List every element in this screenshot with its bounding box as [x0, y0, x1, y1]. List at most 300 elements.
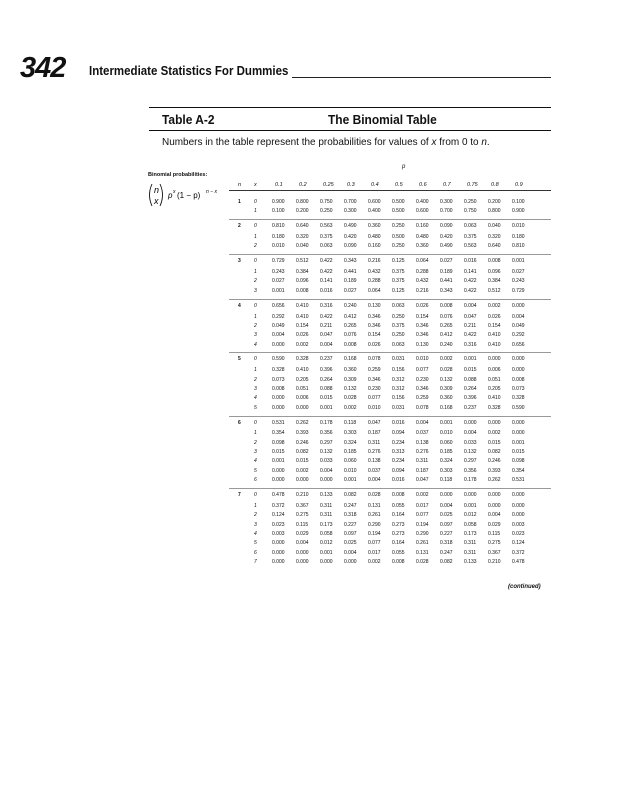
n-value: 3 — [238, 258, 241, 265]
group-divider — [229, 352, 551, 353]
probability-cell: 0.132 — [464, 449, 477, 456]
probability-cell: 0.006 — [296, 395, 309, 402]
col-header-p: 0.6 — [419, 182, 427, 188]
probability-cell: 0.354 — [512, 467, 525, 474]
probability-cell: 0.800 — [296, 199, 309, 205]
probability-cell: 0.088 — [320, 385, 333, 392]
probability-cell: 0.480 — [368, 234, 381, 241]
probability-cell: 0.237 — [464, 404, 477, 411]
probability-cell: 0.000 — [464, 491, 477, 498]
probability-cell: 0.001 — [272, 458, 285, 465]
probability-cell: 0.250 — [320, 208, 333, 215]
caption-text-3: . — [486, 136, 490, 148]
probability-cell: 0.265 — [344, 322, 357, 329]
probability-cell: 0.563 — [464, 243, 477, 250]
probability-cell: 0.360 — [344, 367, 357, 374]
probability-cell: 0.396 — [464, 395, 477, 402]
probability-cell: 0.187 — [416, 467, 429, 474]
binomial-probabilities-label: Binomial probabilities: — [148, 172, 208, 178]
probability-cell: 0.015 — [512, 449, 525, 456]
probability-cell: 0.077 — [416, 512, 429, 519]
probability-cell: 0.131 — [416, 549, 429, 556]
probability-cell: 0.563 — [320, 223, 333, 230]
probability-cell: 0.290 — [368, 521, 381, 528]
n-value: 7 — [238, 491, 241, 498]
probability-cell: 0.324 — [440, 458, 453, 465]
probability-cell: 0.312 — [392, 376, 405, 383]
probability-cell: 0.240 — [440, 341, 453, 348]
probability-cell: 0.004 — [344, 549, 357, 556]
probability-cell: 0.275 — [296, 512, 309, 519]
probability-cell: 0.311 — [368, 439, 381, 446]
probability-cell: 0.002 — [416, 491, 429, 498]
probability-cell: 0.004 — [320, 467, 333, 474]
x-value: 1 — [254, 367, 257, 374]
probability-cell: 0.328 — [272, 367, 285, 374]
probability-cell: 0.125 — [392, 258, 405, 265]
x-value: 3 — [254, 521, 257, 528]
x-value: 3 — [254, 287, 257, 294]
probability-cell: 0.900 — [512, 208, 525, 215]
probability-cell: 0.262 — [296, 419, 309, 426]
probability-cell: 0.490 — [344, 223, 357, 230]
probability-cell: 0.259 — [368, 367, 381, 374]
probability-cell: 0.073 — [272, 376, 285, 383]
probability-cell: 0.001 — [464, 502, 477, 509]
probability-cell: 0.243 — [512, 278, 525, 285]
x-value: 4 — [254, 458, 257, 465]
probability-cell: 0.250 — [392, 332, 405, 339]
probability-cell: 0.076 — [344, 332, 357, 339]
probability-cell: 0.154 — [296, 322, 309, 329]
probability-cell: 0.346 — [368, 322, 381, 329]
probability-cell: 0.500 — [392, 199, 405, 205]
probability-cell: 0.700 — [344, 199, 357, 205]
probability-cell: 0.000 — [488, 502, 501, 509]
probability-cell: 0.441 — [440, 278, 453, 285]
probability-cell: 0.004 — [464, 302, 477, 309]
probability-cell: 0.031 — [392, 356, 405, 363]
probability-cell: 0.512 — [488, 287, 501, 294]
probability-cell: 0.047 — [368, 419, 381, 426]
probability-cell: 0.328 — [512, 395, 525, 402]
probability-cell: 0.004 — [272, 332, 285, 339]
table-title: The Binomial Table — [328, 112, 437, 127]
group-divider — [229, 416, 551, 417]
probability-cell: 0.063 — [392, 302, 405, 309]
probability-cell: 0.073 — [512, 385, 525, 392]
probability-cell: 0.026 — [296, 332, 309, 339]
probability-cell: 0.118 — [440, 477, 453, 484]
probability-cell: 0.010 — [512, 223, 525, 230]
probability-cell: 0.000 — [320, 477, 333, 484]
probability-cell: 0.275 — [488, 540, 501, 547]
probability-cell: 0.656 — [512, 341, 525, 348]
probability-cell: 0.432 — [368, 269, 381, 276]
probability-cell: 0.004 — [416, 419, 429, 426]
probability-cell: 0.318 — [344, 512, 357, 519]
probability-cell: 0.441 — [344, 269, 357, 276]
probability-cell: 0.000 — [512, 302, 525, 309]
probability-cell: 0.141 — [320, 278, 333, 285]
probability-cell: 0.051 — [488, 376, 501, 383]
probability-cell: 0.211 — [464, 322, 477, 329]
probability-cell: 0.100 — [512, 199, 525, 205]
probability-cell: 0.393 — [488, 467, 501, 474]
probability-cell: 0.422 — [464, 287, 477, 294]
probability-cell: 0.015 — [272, 449, 285, 456]
probability-cell: 0.422 — [320, 313, 333, 320]
formula-x: x — [154, 196, 159, 206]
x-value: 0 — [254, 302, 257, 309]
probability-cell: 0.189 — [344, 278, 357, 285]
probability-cell: 0.178 — [320, 419, 333, 426]
probability-cell: 0.047 — [320, 332, 333, 339]
n-value: 4 — [238, 302, 241, 309]
probability-cell: 0.133 — [320, 491, 333, 498]
probability-cell: 0.500 — [392, 234, 405, 241]
x-value: 1 — [254, 430, 257, 437]
probability-cell: 0.003 — [512, 521, 525, 528]
page-number: 342 — [20, 52, 66, 84]
probability-cell: 0.002 — [440, 356, 453, 363]
probability-cell: 0.276 — [368, 449, 381, 456]
table-label: Table A-2 — [162, 112, 215, 127]
probability-cell: 0.354 — [272, 430, 285, 437]
probability-cell: 0.230 — [368, 385, 381, 392]
probability-cell: 0.900 — [272, 199, 285, 205]
probability-cell: 0.288 — [416, 269, 429, 276]
probability-cell: 0.154 — [416, 313, 429, 320]
probability-cell: 0.300 — [440, 199, 453, 205]
probability-cell: 0.372 — [272, 502, 285, 509]
probability-cell: 0.185 — [440, 449, 453, 456]
probability-cell: 0.064 — [368, 287, 381, 294]
probability-cell: 0.246 — [488, 458, 501, 465]
n-value: 6 — [238, 419, 241, 426]
probability-cell: 0.026 — [368, 341, 381, 348]
probability-cell: 0.001 — [440, 419, 453, 426]
probability-cell: 0.008 — [272, 385, 285, 392]
caption-text-1: Numbers in the table represent the probabilities for values of — [162, 136, 432, 148]
probability-cell: 0.262 — [488, 477, 501, 484]
probability-cell: 0.028 — [416, 558, 429, 565]
x-value: 1 — [254, 269, 257, 276]
probability-cell: 0.000 — [272, 549, 285, 556]
probability-cell: 0.211 — [320, 322, 333, 329]
probability-cell: 0.300 — [344, 208, 357, 215]
probability-cell: 0.097 — [440, 521, 453, 528]
probability-cell: 0.168 — [344, 356, 357, 363]
probability-cell: 0.316 — [464, 341, 477, 348]
probability-cell: 0.410 — [296, 367, 309, 374]
n-value: 5 — [238, 356, 241, 363]
x-value: 1 — [254, 502, 257, 509]
probability-cell: 0.292 — [272, 313, 285, 320]
probability-cell: 0.004 — [488, 512, 501, 519]
group-divider — [229, 219, 551, 220]
probability-cell: 0.154 — [488, 322, 501, 329]
x-value: 4 — [254, 395, 257, 402]
formula-p: p — [168, 191, 173, 200]
probability-cell: 0.180 — [512, 234, 525, 241]
probability-cell: 0.047 — [416, 477, 429, 484]
probability-cell: 0.164 — [392, 512, 405, 519]
probability-cell: 0.810 — [272, 223, 285, 230]
probability-cell: 0.531 — [512, 477, 525, 484]
probability-cell: 0.156 — [392, 395, 405, 402]
probability-cell: 0.115 — [296, 521, 309, 528]
col-header-p: 0.25 — [323, 182, 334, 188]
probability-cell: 0.375 — [392, 322, 405, 329]
probability-cell: 0.055 — [392, 502, 405, 509]
probability-cell: 0.010 — [368, 404, 381, 411]
probability-cell: 0.012 — [320, 540, 333, 547]
continued-note: (continued) — [508, 584, 541, 590]
probability-cell: 0.210 — [488, 558, 501, 565]
probability-cell: 0.078 — [368, 356, 381, 363]
probability-cell: 0.001 — [320, 404, 333, 411]
probability-cell: 0.259 — [416, 395, 429, 402]
probability-cell: 0.247 — [344, 502, 357, 509]
probability-cell: 0.273 — [392, 530, 405, 537]
probability-cell: 0.060 — [440, 439, 453, 446]
probability-cell: 0.265 — [440, 322, 453, 329]
probability-cell: 0.000 — [488, 356, 501, 363]
probability-cell: 0.001 — [512, 439, 525, 446]
probability-cell: 0.076 — [440, 313, 453, 320]
probability-cell: 0.261 — [368, 512, 381, 519]
probability-cell: 0.141 — [464, 269, 477, 276]
probability-cell: 0.264 — [464, 385, 477, 392]
probability-cell: 0.311 — [464, 549, 477, 556]
probability-cell: 0.025 — [440, 512, 453, 519]
probability-cell: 0.189 — [440, 269, 453, 276]
probability-cell: 0.400 — [368, 208, 381, 215]
probability-cell: 0.600 — [416, 208, 429, 215]
x-value: 0 — [254, 223, 257, 230]
probability-cell: 0.006 — [488, 367, 501, 374]
probability-cell: 0.303 — [440, 467, 453, 474]
probability-cell: 0.000 — [512, 356, 525, 363]
x-value: 5 — [254, 404, 257, 411]
probability-cell: 0.656 — [272, 302, 285, 309]
probability-cell: 0.000 — [296, 477, 309, 484]
probability-cell: 0.187 — [368, 430, 381, 437]
caption-text-2: from 0 to — [436, 136, 482, 148]
probability-cell: 0.250 — [392, 313, 405, 320]
x-value: 2 — [254, 243, 257, 250]
probability-cell: 0.297 — [320, 439, 333, 446]
x-value: 1 — [254, 234, 257, 241]
probability-cell: 0.750 — [464, 208, 477, 215]
probability-cell: 0.027 — [512, 269, 525, 276]
probability-cell: 0.082 — [296, 449, 309, 456]
x-value: 2 — [254, 278, 257, 285]
probability-cell: 0.063 — [464, 223, 477, 230]
probability-cell: 0.004 — [440, 502, 453, 509]
probability-cell: 0.410 — [488, 341, 501, 348]
probability-cell: 0.205 — [488, 385, 501, 392]
probability-cell: 0.000 — [344, 558, 357, 565]
probability-cell: 0.303 — [344, 430, 357, 437]
probability-cell: 0.124 — [512, 540, 525, 547]
caption-var-n: n — [481, 136, 487, 148]
probability-cell: 0.133 — [464, 558, 477, 565]
probability-cell: 0.029 — [488, 521, 501, 528]
probability-cell: 0.026 — [416, 302, 429, 309]
probability-cell: 0.420 — [440, 234, 453, 241]
probability-cell: 0.500 — [392, 208, 405, 215]
probability-cell: 0.055 — [392, 549, 405, 556]
probability-cell: 0.016 — [320, 287, 333, 294]
probability-cell: 0.422 — [464, 278, 477, 285]
x-value: 5 — [254, 540, 257, 547]
probability-cell: 0.012 — [464, 512, 477, 519]
probability-cell: 0.490 — [440, 243, 453, 250]
probability-cell: 0.029 — [296, 530, 309, 537]
probability-cell: 0.000 — [296, 549, 309, 556]
probability-cell: 0.094 — [392, 467, 405, 474]
p-column-group-label: p — [402, 164, 406, 170]
probability-cell: 0.090 — [440, 223, 453, 230]
probability-cell: 0.478 — [272, 491, 285, 498]
probability-cell: 0.227 — [440, 530, 453, 537]
probability-cell: 0.082 — [344, 491, 357, 498]
probability-cell: 0.261 — [416, 540, 429, 547]
x-value: 3 — [254, 449, 257, 456]
probability-cell: 0.016 — [464, 258, 477, 265]
probability-cell: 0.010 — [440, 430, 453, 437]
probability-cell: 0.000 — [488, 491, 501, 498]
probability-cell: 0.082 — [440, 558, 453, 565]
x-value: 0 — [254, 199, 257, 205]
n-value: 2 — [238, 223, 241, 230]
probability-cell: 0.000 — [320, 558, 333, 565]
probability-cell: 0.590 — [512, 404, 525, 411]
probability-cell: 0.432 — [416, 278, 429, 285]
probability-cell: 0.312 — [392, 385, 405, 392]
probability-cell: 0.100 — [272, 208, 285, 215]
probability-cell: 0.273 — [392, 521, 405, 528]
probability-cell: 0.410 — [296, 302, 309, 309]
probability-cell: 0.216 — [368, 258, 381, 265]
probability-cell: 0.002 — [368, 558, 381, 565]
probability-cell: 0.246 — [296, 439, 309, 446]
x-value: 1 — [254, 208, 257, 215]
probability-cell: 0.090 — [344, 243, 357, 250]
probability-cell: 0.194 — [368, 530, 381, 537]
x-value: 3 — [254, 332, 257, 339]
x-value: 2 — [254, 322, 257, 329]
probability-cell: 0.234 — [392, 439, 405, 446]
probability-cell: 0.132 — [320, 449, 333, 456]
probability-cell: 0.216 — [416, 287, 429, 294]
probability-cell: 0.000 — [272, 558, 285, 565]
probability-cell: 0.037 — [416, 430, 429, 437]
probability-cell: 0.320 — [488, 234, 501, 241]
probability-cell: 0.420 — [344, 234, 357, 241]
col-header-p: 0.3 — [347, 182, 355, 188]
probability-cell: 0.250 — [392, 243, 405, 250]
probability-cell: 0.393 — [296, 430, 309, 437]
probability-cell: 0.240 — [344, 302, 357, 309]
probability-cell: 0.375 — [392, 278, 405, 285]
probability-cell: 0.010 — [272, 243, 285, 250]
probability-cell: 0.131 — [368, 502, 381, 509]
probability-cell: 0.047 — [464, 313, 477, 320]
caption-var-x: x — [431, 136, 437, 148]
probability-cell: 0.000 — [512, 502, 525, 509]
probability-cell: 0.346 — [416, 332, 429, 339]
probability-cell: 0.130 — [416, 341, 429, 348]
probability-cell: 0.077 — [416, 367, 429, 374]
probability-cell: 0.016 — [392, 477, 405, 484]
running-head: Intermediate Statistics For Dummies — [89, 64, 289, 78]
probability-cell: 0.000 — [272, 395, 285, 402]
probability-cell: 0.313 — [392, 449, 405, 456]
probability-cell: 0.311 — [320, 502, 333, 509]
probability-cell: 0.180 — [272, 234, 285, 241]
probability-cell: 0.096 — [296, 278, 309, 285]
probability-cell: 0.088 — [464, 376, 477, 383]
probability-cell: 0.002 — [488, 430, 501, 437]
probability-cell: 0.004 — [512, 313, 525, 320]
probability-cell: 0.017 — [368, 549, 381, 556]
probability-cell: 0.422 — [320, 269, 333, 276]
probability-cell: 0.288 — [368, 278, 381, 285]
probability-cell: 0.640 — [488, 243, 501, 250]
col-header-p: 0.8 — [491, 182, 499, 188]
probability-cell: 0.410 — [488, 332, 501, 339]
x-value: 4 — [254, 530, 257, 537]
probability-cell: 0.130 — [368, 302, 381, 309]
probability-cell: 0.000 — [272, 404, 285, 411]
probability-cell: 0.000 — [464, 419, 477, 426]
probability-cell: 0.343 — [440, 287, 453, 294]
probability-cell: 0.264 — [320, 376, 333, 383]
probability-cell: 0.168 — [440, 404, 453, 411]
probability-cell: 0.343 — [344, 258, 357, 265]
probability-cell: 0.078 — [416, 404, 429, 411]
probability-cell: 0.346 — [368, 313, 381, 320]
probability-cell: 0.422 — [464, 332, 477, 339]
probability-cell: 0.478 — [512, 558, 525, 565]
probability-cell: 0.000 — [272, 540, 285, 547]
probability-cell: 0.000 — [272, 477, 285, 484]
probability-cell: 0.316 — [320, 302, 333, 309]
probability-cell: 0.028 — [344, 395, 357, 402]
probability-cell: 0.008 — [392, 491, 405, 498]
probability-cell: 0.098 — [272, 439, 285, 446]
x-value: 3 — [254, 385, 257, 392]
probability-cell: 0.008 — [440, 302, 453, 309]
group-divider — [229, 254, 551, 255]
probability-cell: 0.027 — [344, 287, 357, 294]
formula-sup-rest: n − x — [206, 189, 217, 195]
probability-cell: 0.512 — [296, 258, 309, 265]
probability-cell: 0.292 — [512, 332, 525, 339]
probability-cell: 0.360 — [416, 243, 429, 250]
probability-cell: 0.205 — [296, 376, 309, 383]
probability-cell: 0.412 — [440, 332, 453, 339]
probability-cell: 0.410 — [296, 313, 309, 320]
x-value: 0 — [254, 491, 257, 498]
probability-cell: 0.590 — [272, 356, 285, 363]
probability-cell: 0.015 — [320, 395, 333, 402]
probability-cell: 0.178 — [464, 477, 477, 484]
x-value: 2 — [254, 376, 257, 383]
